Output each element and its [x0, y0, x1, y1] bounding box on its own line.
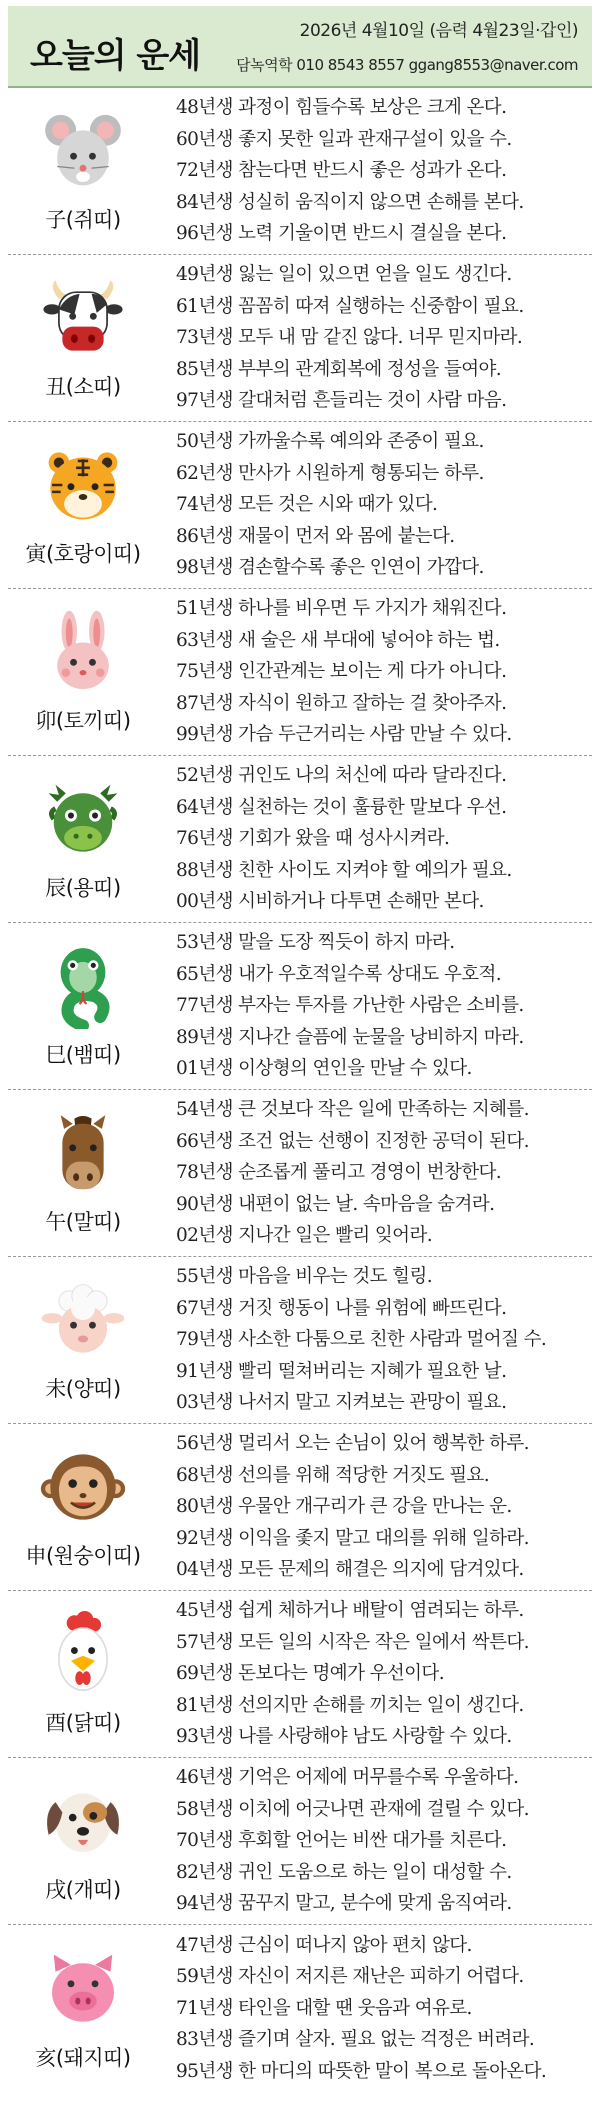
fortune-lines — [158, 426, 592, 584]
ox-icon — [40, 275, 126, 361]
animal-label: 申(원숭이띠) — [25, 1544, 141, 1568]
fortune-row — [8, 88, 592, 255]
fortune-lines — [158, 760, 592, 918]
animal-label: 亥(돼지띠) — [35, 2045, 131, 2070]
fortune-line: 79년생 사소한 다툼으로 친한 사람과 멀어질 수. — [176, 1329, 547, 1351]
fortune-line: 85년생 부부의 관계회복에 정성을 들여야. — [176, 358, 502, 380]
fortune-line: 49년생 잃는 일이 있으면 얻을 일도 생긴다. — [176, 264, 512, 286]
animal-label: 辰(용띠) — [45, 876, 121, 900]
fortune-line: 78년생 순조롭게 풀리고 경영이 번창한다. — [176, 1162, 502, 1184]
fortune-line: 03년생 나서지 말고 지켜보는 관망이 필요. — [176, 1392, 507, 1414]
animal-label: 午(말띠) — [45, 1210, 121, 1234]
rat-icon — [40, 108, 126, 194]
fortune-lines — [158, 593, 592, 751]
fortune-line: 92년생 이익을 좇지 말고 대의를 위해 일하라. — [176, 1527, 529, 1549]
fortune-lines — [158, 1261, 592, 1419]
fortune-row — [8, 923, 592, 1090]
fortune-line: 58년생 이치에 어긋나면 관재에 걸릴 수 있다. — [176, 1798, 529, 1820]
fortune-row — [8, 589, 592, 756]
fortune-line: 93년생 나를 사랑해야 남도 사랑할 수 있다. — [176, 1726, 512, 1748]
fortune-line: 66년생 조건 없는 선행이 진정한 공덕이 된다. — [176, 1130, 529, 1152]
animal-label: 子(쥐띠) — [45, 208, 121, 232]
fortune-line: 83년생 즐기며 살자. 필요 없는 걱정은 버려라. — [176, 2029, 535, 2051]
dog-icon — [40, 1778, 126, 1864]
page-title: 오늘의 운세 — [30, 36, 201, 76]
animal-label: 未(양띠) — [45, 1377, 121, 1401]
fortune-line: 96년생 노력 기울이면 반드시 결실을 본다. — [176, 223, 507, 245]
fortune-line: 51년생 하나를 비우면 두 가지가 채워진다. — [176, 598, 507, 620]
animal-label: 卯(토끼띠) — [35, 709, 131, 733]
fortune-list — [8, 88, 592, 2092]
fortune-line: 82년생 귀인 도움으로 하는 일이 대성할 수. — [176, 1861, 512, 1883]
animal-cell — [8, 1758, 158, 1924]
snake-icon — [40, 943, 126, 1029]
fortune-row — [8, 1591, 592, 1758]
fortune-line: 60년생 좋지 못한 일과 관재구설이 있을 수. — [176, 128, 512, 150]
animal-cell — [8, 1925, 158, 2092]
fortune-line: 61년생 꼼꼼히 따져 실행하는 신중함이 필요. — [176, 295, 524, 317]
monkey-icon — [40, 1444, 126, 1530]
fortune-line: 01년생 이상형의 연인을 만날 수 있다. — [176, 1058, 472, 1080]
fortune-line: 57년생 모든 일의 시작은 작은 일에서 싹튼다. — [176, 1631, 529, 1653]
header — [8, 6, 592, 88]
fortune-line: 50년생 가까울수록 예의와 존중이 필요. — [176, 431, 484, 453]
fortune-line: 75년생 인간관계는 보이는 게 다가 아니다. — [176, 661, 507, 683]
fortune-line: 00년생 시비하거나 다투면 손해만 본다. — [176, 891, 484, 913]
animal-label: 酉(닭띠) — [45, 1711, 121, 1735]
fortune-line: 76년생 기회가 왔을 때 성사시켜라. — [176, 828, 450, 850]
fortune-line: 02년생 지나간 일은 빨리 잊어라. — [176, 1225, 432, 1247]
animal-label: 戌(개띠) — [45, 1878, 121, 1902]
fortune-line: 99년생 가슴 두근거리는 사람 만날 수 있다. — [176, 724, 512, 746]
animal-cell — [8, 923, 158, 1089]
animal-cell — [8, 1591, 158, 1757]
fortune-line: 98년생 겸손할수록 좋은 인연이 가깝다. — [176, 557, 484, 579]
tiger-icon — [40, 442, 126, 528]
fortune-lines — [158, 1595, 592, 1753]
fortune-row — [8, 1424, 592, 1591]
fortune-line: 53년생 말을 도장 찍듯이 하지 마라. — [176, 932, 455, 954]
fortune-line: 88년생 친한 사이도 지켜야 할 예의가 필요. — [176, 859, 512, 881]
fortune-line: 94년생 꿈꾸지 말고, 분수에 맞게 움직여라. — [176, 1893, 512, 1915]
fortune-line: 69년생 돈보다는 명예가 우선이다. — [176, 1663, 444, 1685]
fortune-line: 90년생 내편이 없는 날. 속마음을 숨겨라. — [176, 1193, 495, 1215]
fortune-line: 97년생 갈대처럼 흔들리는 것이 사람 마음. — [176, 390, 507, 412]
fortune-row — [8, 1257, 592, 1424]
pig-icon — [40, 1946, 126, 2032]
fortune-lines — [158, 1930, 592, 2088]
fortune-line: 95년생 한 마디의 따뜻한 말이 복으로 돌아온다. — [176, 2060, 547, 2082]
fortune-row — [8, 422, 592, 589]
fortune-line: 46년생 기억은 어제에 머무를수록 우울하다. — [176, 1767, 519, 1789]
animal-cell — [8, 589, 158, 755]
fortune-line: 67년생 거짓 행동이 나를 위험에 빠뜨린다. — [176, 1297, 507, 1319]
fortune-line: 55년생 마음을 비우는 것도 힐링. — [176, 1266, 432, 1288]
fortune-line: 81년생 선의지만 손해를 끼치는 일이 생긴다. — [176, 1694, 524, 1716]
fortune-line: 74년생 모든 것은 시와 때가 있다. — [176, 494, 438, 516]
sheep-icon — [40, 1277, 126, 1363]
fortune-lines — [158, 1094, 592, 1252]
rooster-icon — [40, 1611, 126, 1697]
fortune-line: 63년생 새 술은 새 부대에 넣어야 하는 법. — [176, 629, 500, 651]
animal-cell — [8, 756, 158, 922]
fortune-row — [8, 255, 592, 422]
fortune-line: 54년생 큰 것보다 작은 일에 만족하는 지혜를. — [176, 1099, 529, 1121]
animal-cell — [8, 1424, 158, 1590]
animal-cell — [8, 88, 158, 254]
fortune-line: 73년생 모두 내 맘 같진 않다. 너무 믿지마라. — [176, 327, 523, 349]
fortune-line: 80년생 우물안 개구리가 큰 강을 만나는 운. — [176, 1496, 512, 1518]
animal-label: 丑(소띠) — [45, 375, 121, 399]
fortune-line: 65년생 내가 우호적일수록 상대도 우호적. — [176, 963, 502, 985]
fortune-line: 59년생 자신이 저지른 재난은 피하기 어렵다. — [176, 1966, 524, 1988]
fortune-row — [8, 1925, 592, 2092]
fortune-lines — [158, 1762, 592, 1920]
fortune-line: 70년생 후회할 언어는 비싼 대가를 치른다. — [176, 1830, 507, 1852]
fortune-line: 64년생 실천하는 것이 훌륭한 말보다 우선. — [176, 796, 507, 818]
fortune-line: 04년생 모든 문제의 해결은 의지에 담겨있다. — [176, 1559, 524, 1581]
fortune-lines — [158, 927, 592, 1085]
fortune-line: 52년생 귀인도 나의 처신에 따라 달라진다. — [176, 765, 507, 787]
rabbit-icon — [40, 609, 126, 695]
animal-cell — [8, 1090, 158, 1256]
fortune-lines — [158, 1428, 592, 1586]
date-line: 2026년 4월10일 (음력 4월23일·갑인) — [299, 21, 578, 41]
contact-line: 담녹역학 010 8543 8557 ggang8553@naver.com — [236, 56, 578, 74]
animal-cell — [8, 1257, 158, 1423]
animal-cell — [8, 422, 158, 588]
fortune-line: 56년생 멀리서 오는 손님이 있어 행복한 하루. — [176, 1433, 529, 1455]
fortune-line: 71년생 타인을 대할 땐 웃음과 여유로. — [176, 1997, 472, 2019]
horse-icon — [40, 1110, 126, 1196]
fortune-line: 45년생 쉽게 체하거나 배탈이 염려되는 하루. — [176, 1600, 524, 1622]
fortune-line: 91년생 빨리 떨쳐버리는 지혜가 필요한 날. — [176, 1360, 507, 1382]
animal-label: 寅(호랑이띠) — [25, 542, 141, 566]
animal-label: 巳(뱀띠) — [45, 1043, 121, 1067]
fortune-line: 72년생 참는다면 반드시 좋은 성과가 온다. — [176, 160, 507, 182]
animal-cell — [8, 255, 158, 421]
fortune-lines — [158, 259, 592, 417]
fortune-line: 84년생 성실히 움직이지 않으면 손해를 본다. — [176, 191, 524, 213]
dragon-icon — [40, 776, 126, 862]
fortune-line: 86년생 재물이 먼저 와 몸에 붙는다. — [176, 525, 455, 547]
fortune-line: 68년생 선의를 위해 적당한 거짓도 필요. — [176, 1464, 490, 1486]
fortune-line: 89년생 지나간 슬픔에 눈물을 낭비하지 마라. — [176, 1026, 524, 1048]
fortune-lines — [158, 92, 592, 250]
fortune-line: 87년생 자식이 원하고 잘하는 걸 찾아주자. — [176, 692, 507, 714]
fortune-line: 47년생 근심이 떠나지 않아 편치 않다. — [176, 1934, 472, 1956]
fortune-line: 77년생 부자는 투자를 가난한 사람은 소비를. — [176, 995, 524, 1017]
fortune-row — [8, 756, 592, 923]
fortune-row — [8, 1758, 592, 1925]
fortune-line: 48년생 과정이 힘들수록 보상은 크게 온다. — [176, 97, 507, 119]
fortune-row — [8, 1090, 592, 1257]
fortune-line: 62년생 만사가 시원하게 형통되는 하루. — [176, 462, 484, 484]
